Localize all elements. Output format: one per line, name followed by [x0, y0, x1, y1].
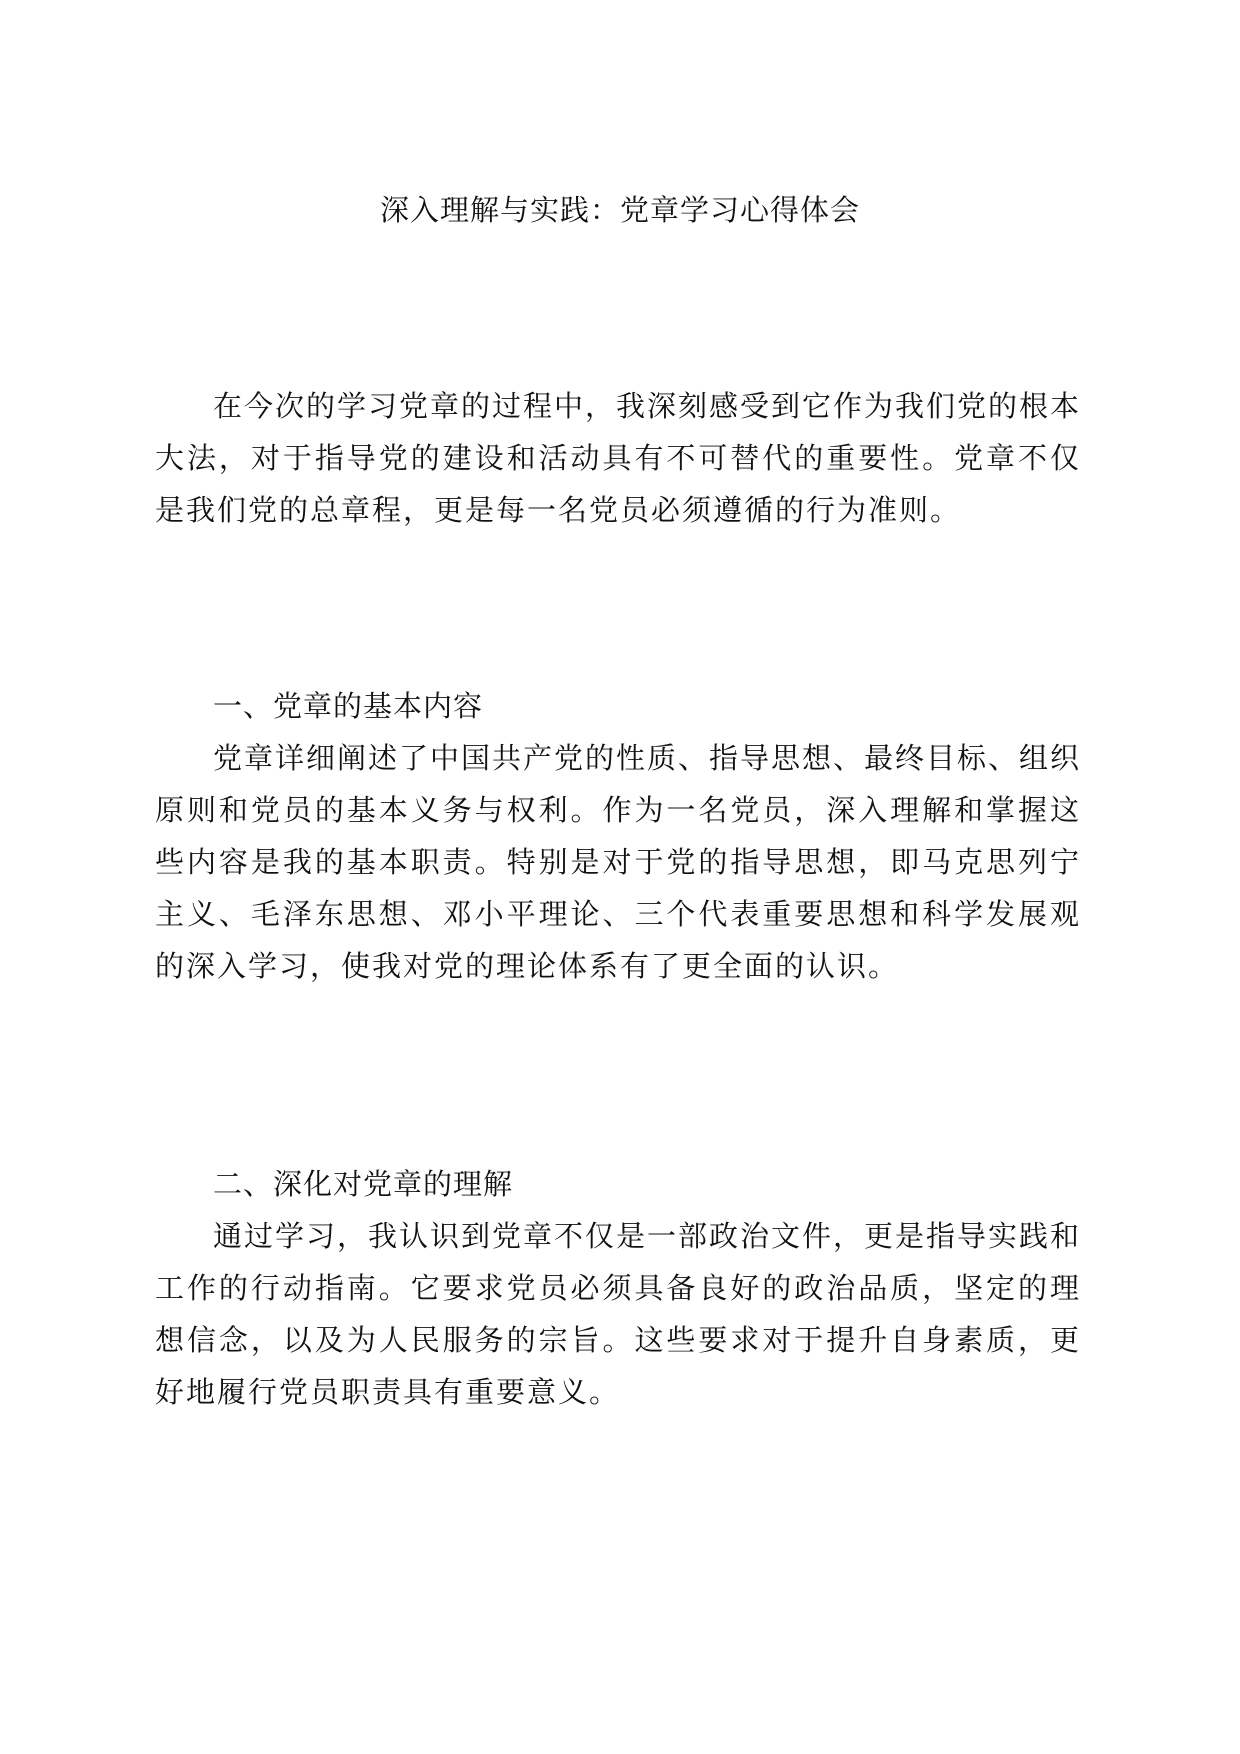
section-2-paragraph: 通过学习，我认识到党章不仅是一部政治文件，更是指导实践和工作的行动指南。它要求党员必须具备良好的政治品质，坚定的理想信念，以及为人民服务的宗旨。这些要求对于提升自身素质，更好地履行党员职责具有重要意义。 [155, 1219, 1082, 1409]
document-title: 深入理解与实践：党章学习心得体会 [379, 193, 860, 227]
section-2-heading: 二、深化对党章的理解 [213, 1167, 514, 1201]
section-1-heading: 一、党章的基本内容 [213, 689, 484, 723]
intro-paragraph: 在今次的学习党章的过程中，我深刻感受到它作为我们党的根本大法，对于指导党的建设和活动具有不可替代的重要性。党章不仅是我们党的总章程，更是每一名党员必须遵循的行为准则。 [155, 389, 1082, 527]
section-1-paragraph: 党章详细阐述了中国共产党的性质、指导思想、最终目标、组织原则和党员的基本义务与权利。作为一名党员，深入理解和掌握这些内容是我的基本职责。特别是对于党的指导思想，即马克思列宁主义、毛泽东思想、邓小平理论、三个代表重要思想和科学发展观的深入学习，使我对党的理论体系有了更全面的认识。 [155, 741, 1082, 983]
